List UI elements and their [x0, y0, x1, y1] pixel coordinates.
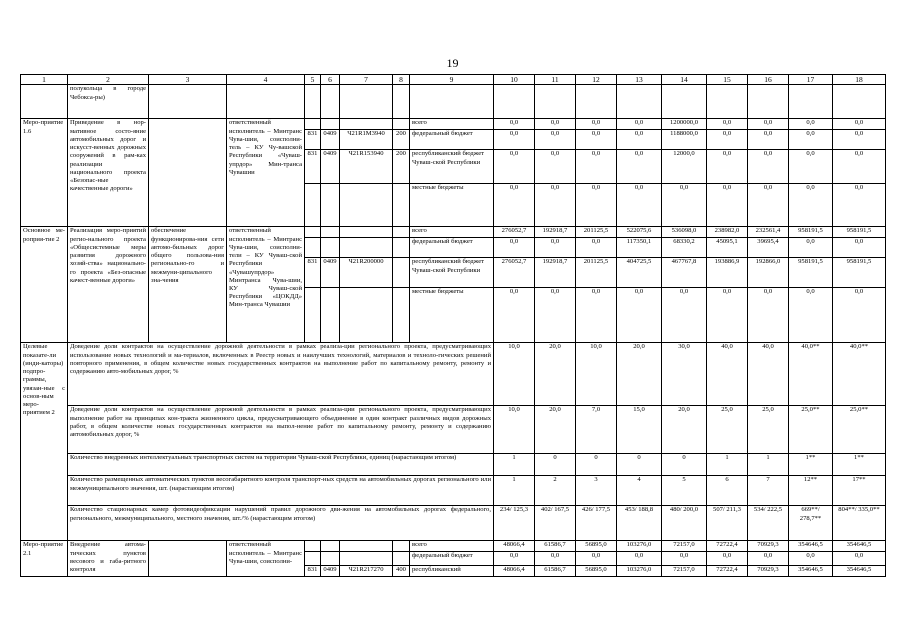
value-cell: 536098,0	[662, 227, 707, 238]
event-goal	[149, 119, 227, 227]
value-cell: 40,0**	[789, 343, 833, 406]
value-cell: 0,0	[833, 130, 886, 150]
value-cell: 0,0	[833, 552, 886, 566]
value-cell: 25,0**	[789, 406, 833, 454]
code-cell	[340, 288, 393, 343]
code-cell	[321, 552, 340, 566]
event-description: Приведение в нор-мативное состо-яние автомобильных дорог и искусст-венных дорожных сооружений в рам-ках реализации национального проекта «Безопас-ные качественные дороги»	[68, 119, 149, 227]
value-cell: 0,0	[748, 288, 789, 343]
header-cell: 8	[393, 75, 410, 85]
value-cell: 0,0	[662, 184, 707, 227]
value-cell: 0,0	[535, 119, 576, 130]
value-cell: 192918,7	[535, 227, 576, 238]
value-cell: 5	[662, 476, 707, 506]
value-cell: 0,0	[662, 552, 707, 566]
table-row	[21, 454, 886, 476]
code-cell	[305, 119, 321, 130]
value-cell: 68330,2	[662, 238, 707, 258]
table-row	[21, 119, 886, 130]
indicator-text: Количество стационарных камер фотовидеофиксации нарушений правил дорожного дви-жения на автомобильных дорогах федерального, регионального, межмуниципального, местного значения, шт./% (нарастающим итогом)	[68, 506, 494, 541]
value-cell: 1200000,0	[662, 119, 707, 130]
value-cell: 20,0	[662, 406, 707, 454]
value-cell: 0,0	[707, 184, 748, 227]
value-cell: 0,0	[789, 119, 833, 130]
value-cell: 70929,3	[748, 541, 789, 552]
value-cell: 958191,5	[833, 258, 886, 288]
value-cell: 61586,7	[535, 566, 576, 577]
responsible-executor: ответственный исполнитель – Минтранс Чува-шии, соисполни-тель – КУ Чу-вашской Республики «Чуваш-упрдор» Мин-транса Чувашии	[227, 119, 305, 227]
value-cell: 669**/ 278,7**	[789, 506, 833, 541]
responsible-executor: ответственный исполнитель – Минтранс Чува-шии, соисполни-тели – КУ Чуваш-ской Республики «Чувашупрдор» Минтранса Чува-шии, КУ Чуваш-ской Республики «ЦОКДД» Мин-транса Чувашии	[227, 227, 305, 343]
code-cell	[340, 227, 393, 238]
value-cell: 276052,7	[494, 258, 535, 288]
value-cell: 354646,5	[833, 541, 886, 552]
value-cell: 276052,7	[494, 227, 535, 238]
funding-source: федеральный бюджет	[410, 238, 494, 258]
header-cell: 9	[410, 75, 494, 85]
value-cell: 25,0	[748, 406, 789, 454]
header-cell: 4	[227, 75, 305, 85]
code-cell: 0409	[321, 150, 340, 184]
code-cell: 0409	[321, 130, 340, 150]
value-cell: 0,0	[748, 552, 789, 566]
value-cell: 0,0	[617, 119, 662, 130]
value-cell: 193886,9	[707, 258, 748, 288]
code-cell	[321, 227, 340, 238]
value-cell: 234/ 125,3	[494, 506, 535, 541]
funding-source: республиканский бюджет Чуваш-ской Республики	[410, 258, 494, 288]
value-cell: 0,0	[576, 238, 617, 258]
value-cell: 0,0	[535, 552, 576, 566]
value-cell: 0,0	[748, 130, 789, 150]
value-cell: 0,0	[576, 552, 617, 566]
value-cell: 1	[748, 454, 789, 476]
value-cell: 1**	[789, 454, 833, 476]
value-cell: 7	[748, 476, 789, 506]
code-cell	[321, 119, 340, 130]
value-cell: 1**	[833, 454, 886, 476]
value-cell: 0,0	[494, 184, 535, 227]
value-cell: 7,0	[576, 406, 617, 454]
value-cell: 0,0	[617, 288, 662, 343]
value-cell: 45095,1	[707, 238, 748, 258]
funding-source: федеральный бюджет	[410, 552, 494, 566]
event-goal: обеспечение функционирова-ния сети автомо-бильных дорог общего пользова-ния регионально-го и межмуни-ципального зна-чения	[149, 227, 227, 343]
value-cell: 192918,7	[535, 258, 576, 288]
value-cell: 61586,7	[535, 541, 576, 552]
value-cell: 0,0	[494, 130, 535, 150]
funding-source: республиканский бюджет Чуваш-ской Республики	[410, 150, 494, 184]
code-cell	[393, 119, 410, 130]
indicator-text: Количество размещенных автоматических пунктов весогабаритного контроля транспорт-ных средств на автомобильных дорогах регионального или межмуниципального значения, шт. (нарастающим итогом)	[68, 476, 494, 506]
value-cell: 0,0	[833, 184, 886, 227]
header-cell: 2	[68, 75, 149, 85]
code-cell	[305, 541, 321, 552]
value-cell: 10,0	[494, 406, 535, 454]
value-cell: 958191,5	[789, 227, 833, 238]
code-cell	[305, 227, 321, 238]
value-cell: 48066,4	[494, 541, 535, 552]
code-cell: Ч21R200000	[340, 258, 393, 288]
header-cell: 1	[21, 75, 68, 85]
event-goal	[149, 541, 227, 577]
code-cell: 831	[305, 566, 321, 577]
header-row	[21, 75, 886, 85]
code-cell: 200	[393, 150, 410, 184]
value-cell: 56895,0	[576, 566, 617, 577]
value-cell: 0,0	[535, 150, 576, 184]
value-cell: 0,0	[576, 184, 617, 227]
value-cell: 1	[707, 454, 748, 476]
value-cell: 40,0**	[833, 343, 886, 406]
code-cell	[321, 184, 340, 227]
code-cell	[340, 184, 393, 227]
value-cell: 103276,0	[617, 566, 662, 577]
code-cell: 831	[305, 130, 321, 150]
indicator-text: Доведение доли контрактов на осуществление дорожной деятельности в рамках реализа-ции регионального проекта, предусматривающих выполнение работ на принципах кон-тракта жизненного цикла, предусматривающего объединение в один контракт различных видов дорожных работ, в общем количестве новых государственных контрактов на выпол-нение работ по капитальному ремонту, ремонту и содержанию автомобильных дорог, %	[68, 406, 494, 454]
value-cell: 0,0	[576, 130, 617, 150]
value-cell: 1188000,0	[662, 130, 707, 150]
code-cell: 0409	[321, 566, 340, 577]
value-cell: 0,0	[833, 288, 886, 343]
value-cell: 0,0	[707, 552, 748, 566]
funding-source: всего	[410, 119, 494, 130]
code-cell	[393, 227, 410, 238]
code-cell: 400	[393, 566, 410, 577]
code-cell	[393, 552, 410, 566]
code-cell: Ч21R217270	[340, 566, 393, 577]
value-cell: 232561,4	[748, 227, 789, 238]
value-cell: 30,0	[662, 343, 707, 406]
value-cell: 192866,0	[748, 258, 789, 288]
value-cell: 103276,0	[617, 541, 662, 552]
event-name: Основное ме-роприя-тие 2	[21, 227, 68, 343]
funding-source: местные бюджеты	[410, 184, 494, 227]
header-cell: 5	[305, 75, 321, 85]
indicator-text: Количество внедренных интеллектуальных транспортных систем на территории Чуваш-ской Республики, единиц (нарастающим итогом)	[68, 454, 494, 476]
value-cell: 0,0	[576, 119, 617, 130]
header-cell: 6	[321, 75, 340, 85]
value-cell: 958191,5	[833, 227, 886, 238]
code-cell	[393, 541, 410, 552]
value-cell: 201125,5	[576, 227, 617, 238]
value-cell: 15,0	[617, 406, 662, 454]
value-cell: 0,0	[748, 119, 789, 130]
value-cell: 10,0	[494, 343, 535, 406]
value-cell: 3	[576, 476, 617, 506]
value-cell: 522075,6	[617, 227, 662, 238]
value-cell: 0,0	[789, 238, 833, 258]
table-row	[21, 85, 886, 119]
indicator-text: Доведение доли контрактов на осуществление дорожной деятельности в рамках реализа-ции регионального проекта, предусматривающих использование новых технологий и ма-териалов, включенных в Реестр новых и наилучших технологий, материалов и техноло-гических решений повторного применения, в общем количестве новых государственных контрактов на выполнение работ по капитальному ремонту, ремонту и содержанию авто-мобильных дорог, %	[68, 343, 494, 406]
value-cell: 0,0	[707, 130, 748, 150]
code-cell	[340, 238, 393, 258]
header-cell: 15	[707, 75, 748, 85]
code-cell	[340, 552, 393, 566]
targets-label: Целевые показате-ли (инди-каторы) подпро-граммы, увязан-ные с основ-ным меро-приятием 2	[21, 343, 68, 541]
responsible-executor: ответственный исполнитель – Минтранс Чува-шии, соисполни-	[227, 541, 305, 577]
code-cell	[321, 541, 340, 552]
value-cell: 354646,5	[789, 541, 833, 552]
value-cell: 0,0	[576, 288, 617, 343]
value-cell: 70929,3	[748, 566, 789, 577]
value-cell: 25,0**	[833, 406, 886, 454]
value-cell: 238982,0	[707, 227, 748, 238]
code-cell	[305, 238, 321, 258]
value-cell: 0,0	[535, 288, 576, 343]
table-row	[21, 506, 886, 541]
value-cell: 201125,5	[576, 258, 617, 288]
funding-source: федеральный бюджет	[410, 130, 494, 150]
header-cell: 11	[535, 75, 576, 85]
value-cell: 0,0	[494, 150, 535, 184]
value-cell: 0,0	[789, 150, 833, 184]
event-description: Внедрение автома-тических пунктов весового и габа-ритного контроля	[68, 541, 149, 577]
value-cell: 0,0	[617, 184, 662, 227]
value-cell: 0,0	[494, 552, 535, 566]
funding-source: всего	[410, 541, 494, 552]
value-cell: 0,0	[617, 552, 662, 566]
code-cell	[321, 238, 340, 258]
header-cell: 16	[748, 75, 789, 85]
value-cell: 0,0	[617, 150, 662, 184]
code-cell	[340, 119, 393, 130]
table-row	[21, 541, 886, 552]
value-cell: 72722,4	[707, 541, 748, 552]
value-cell: 354646,5	[833, 566, 886, 577]
header-cell: 13	[617, 75, 662, 85]
value-cell: 20,0	[535, 406, 576, 454]
value-cell: 0,0	[789, 184, 833, 227]
funding-source: республиканский	[410, 566, 494, 577]
value-cell: 0,0	[662, 288, 707, 343]
code-cell: 831	[305, 150, 321, 184]
value-cell: 426/ 177,5	[576, 506, 617, 541]
funding-source: местные бюджеты	[410, 288, 494, 343]
value-cell: 0,0	[833, 238, 886, 258]
value-cell: 72157,0	[662, 541, 707, 552]
value-cell: 2	[535, 476, 576, 506]
header-cell: 17	[789, 75, 833, 85]
page-number: 19	[446, 56, 459, 70]
value-cell: 0,0	[707, 150, 748, 184]
code-cell	[393, 238, 410, 258]
value-cell: 467767,8	[662, 258, 707, 288]
value-cell: 0,0	[789, 552, 833, 566]
value-cell: 958191,5	[789, 258, 833, 288]
code-cell: Ч21R1М3940	[340, 130, 393, 150]
table-row	[21, 227, 886, 238]
value-cell: 404725,5	[617, 258, 662, 288]
value-cell: 25,0	[707, 406, 748, 454]
code-cell	[340, 541, 393, 552]
value-cell: 117350,1	[617, 238, 662, 258]
value-cell: 804**/ 335,0**	[833, 506, 886, 541]
value-cell: 453/ 188,8	[617, 506, 662, 541]
table-row	[21, 476, 886, 506]
value-cell: 0,0	[833, 150, 886, 184]
code-cell	[393, 258, 410, 288]
continued-description: полукольца в городе Чебокса-ры)	[68, 85, 149, 119]
value-cell: 354646,5	[789, 566, 833, 577]
code-cell	[305, 552, 321, 566]
value-cell: 0,0	[494, 288, 535, 343]
value-cell: 0,0	[789, 130, 833, 150]
value-cell: 48066,4	[494, 566, 535, 577]
value-cell: 0,0	[789, 288, 833, 343]
value-cell: 0	[617, 454, 662, 476]
value-cell: 0,0	[617, 130, 662, 150]
code-cell: Ч21R153940	[340, 150, 393, 184]
event-name: Меро-приятие 2.1	[21, 541, 68, 577]
value-cell: 17**	[833, 476, 886, 506]
value-cell: 0,0	[535, 130, 576, 150]
value-cell: 20,0	[535, 343, 576, 406]
value-cell: 40,0	[707, 343, 748, 406]
code-cell	[393, 288, 410, 343]
value-cell: 0	[662, 454, 707, 476]
funding-source: всего	[410, 227, 494, 238]
code-cell	[393, 184, 410, 227]
value-cell: 4	[617, 476, 662, 506]
header-cell: 3	[149, 75, 227, 85]
value-cell: 480/ 200,0	[662, 506, 707, 541]
value-cell: 12**	[789, 476, 833, 506]
code-cell	[321, 288, 340, 343]
value-cell: 72157,0	[662, 566, 707, 577]
code-cell: 831	[305, 258, 321, 288]
event-description: Реализация меро-приятий регио-нального проекта «Общесистемные меры развития дорожного хозяй-ства» национально-го проекта «Без-опасные качест-венные дороги»	[68, 227, 149, 343]
code-cell	[305, 288, 321, 343]
code-cell: 0409	[321, 258, 340, 288]
budget-table	[20, 74, 886, 577]
code-cell: 200	[393, 130, 410, 150]
header-cell: 14	[662, 75, 707, 85]
value-cell: 0,0	[535, 184, 576, 227]
header-cell: 10	[494, 75, 535, 85]
value-cell: 72722,4	[707, 566, 748, 577]
value-cell: 0,0	[748, 184, 789, 227]
value-cell: 0,0	[707, 119, 748, 130]
value-cell: 56895,0	[576, 541, 617, 552]
header-cell: 7	[340, 75, 393, 85]
table-row	[21, 343, 886, 406]
value-cell: 0,0	[576, 150, 617, 184]
value-cell: 0,0	[833, 119, 886, 130]
value-cell: 0,0	[748, 150, 789, 184]
value-cell: 20,0	[617, 343, 662, 406]
code-cell	[305, 184, 321, 227]
value-cell: 39695,4	[748, 238, 789, 258]
value-cell: 0	[535, 454, 576, 476]
value-cell: 10,0	[576, 343, 617, 406]
value-cell: 1	[494, 454, 535, 476]
value-cell: 6	[707, 476, 748, 506]
value-cell: 1	[494, 476, 535, 506]
value-cell: 0,0	[707, 288, 748, 343]
table-row	[21, 406, 886, 454]
value-cell: 12000,0	[662, 150, 707, 184]
event-name: Меро-приятие 1.6	[21, 119, 68, 227]
value-cell: 0,0	[494, 238, 535, 258]
value-cell: 0,0	[494, 119, 535, 130]
value-cell: 402/ 167,5	[535, 506, 576, 541]
value-cell: 0	[576, 454, 617, 476]
value-cell: 0,0	[535, 238, 576, 258]
value-cell: 40,0	[748, 343, 789, 406]
header-cell: 18	[833, 75, 886, 85]
value-cell: 507/ 211,3	[707, 506, 748, 541]
value-cell: 534/ 222,5	[748, 506, 789, 541]
header-cell: 12	[576, 75, 617, 85]
